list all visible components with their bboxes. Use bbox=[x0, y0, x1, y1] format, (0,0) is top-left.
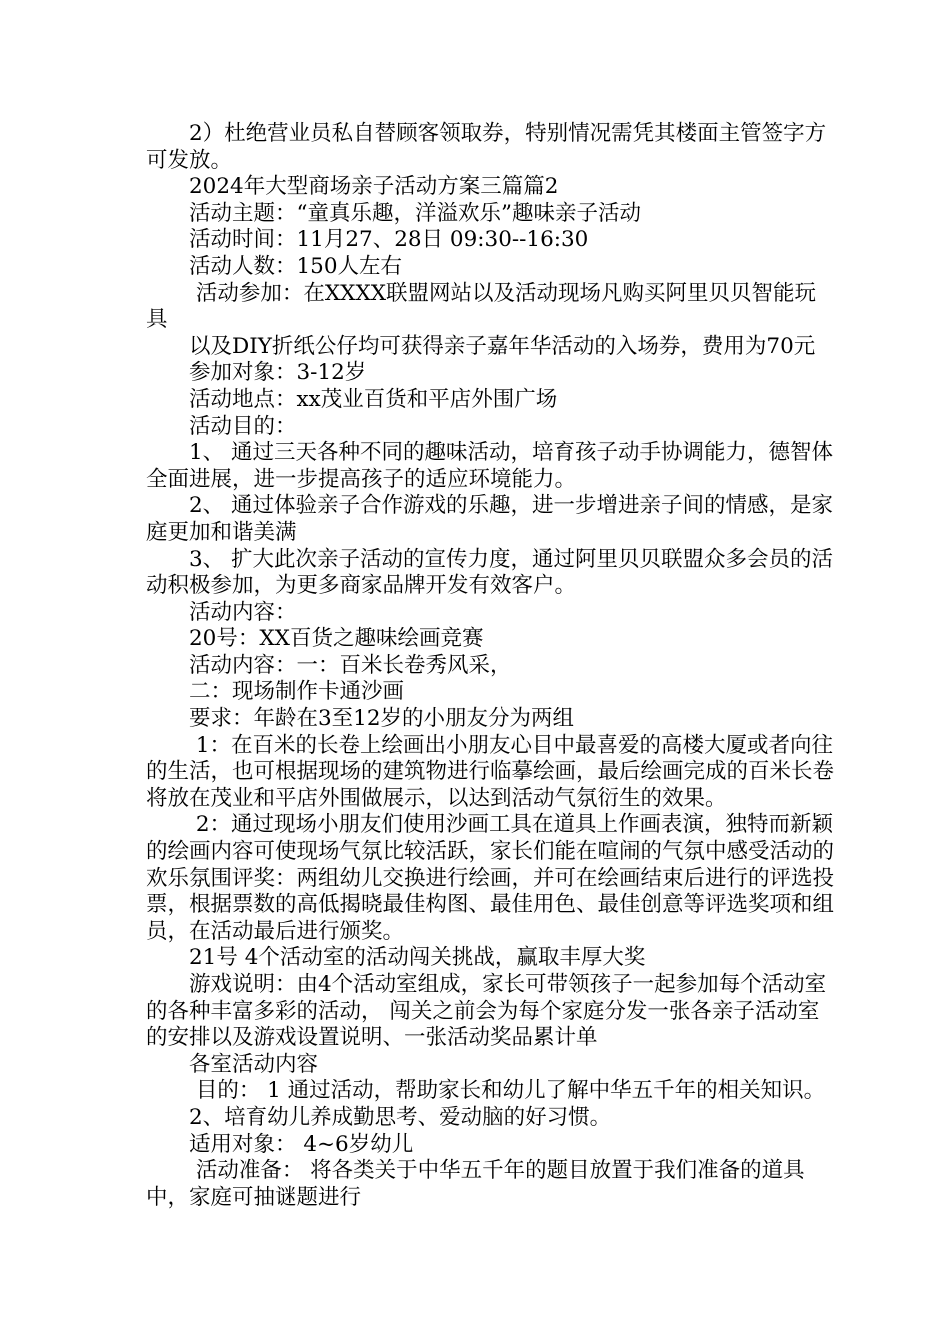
paragraph: 目的： 1 通过活动，帮助家长和幼儿了解中华五千年的相关知识。 bbox=[146, 1078, 826, 1104]
paragraph: 2：通过现场小朋友们使用沙画工具在道具上作画表演，独特而新颖的绘画内容可使现场气氛比较活跃，家长们能在喧闹的气氛中感受活动的欢乐氛围评奖：两组幼儿交换进行绘画，并可在绘画结束后进行的评选投票，根据票数的高低揭晓最佳构图、最佳用色、最佳创意等评选奖项和组员，在活动最后进行颁奖。 bbox=[146, 812, 835, 944]
document-body bbox=[146, 121, 836, 1211]
paragraph: 游戏说明：由4个活动室组成，家长可带领孩子一起参加每个活动室的各种丰富多彩的活动， 闯关之前会为每个家庭分发一张各亲子活动室的安排以及游戏设置说明、一张活动奖品累计单 bbox=[146, 972, 827, 1051]
paragraph: 活动内容：一：百米长卷秀风采， bbox=[146, 652, 512, 678]
paragraph: 活动地点：xx茂业百货和平店外围广场 bbox=[146, 386, 558, 412]
paragraph: 活动主题：“童真乐趣，洋溢欢乐”趣味亲子活动 bbox=[146, 200, 641, 226]
paragraph: 活动目的： bbox=[146, 413, 297, 439]
paragraph: 适用对象： 4~6岁幼儿 bbox=[146, 1131, 414, 1157]
paragraph: 活动准备： 将各类关于中华五千年的题目放置于我们准备的道具中，家庭可抽谜题进行 bbox=[146, 1158, 805, 1210]
paragraph: 2）杜绝营业员私自替顾客领取券，特别情况需凭其楼面主管签字方可发放。 bbox=[146, 121, 827, 173]
paragraph: 21号 4个活动室的活动闯关挑战，赢取丰厚大奖 bbox=[146, 945, 646, 971]
paragraph: 活动人数：150人左右 bbox=[146, 253, 403, 279]
paragraph: 以及DIY折纸公仔均可获得亲子嘉年华活动的入场券，费用为70元 bbox=[146, 333, 816, 359]
paragraph: 各室活动内容 bbox=[146, 1051, 319, 1077]
paragraph: 20号：XX百货之趣味绘画竞赛 bbox=[146, 626, 484, 652]
paragraph: 活动时间：11月27、28日 09:30--16:30 bbox=[146, 227, 589, 253]
paragraph: 参加对象：3-12岁 bbox=[146, 360, 367, 386]
paragraph: 1：在百米的长卷上绘画出小朋友心目中最喜爱的高楼大厦或者向往的生活，也可根据现场的建筑物进行临摹绘画，最后绘画完成的百米长卷将放在茂业和平店外围做展示，以达到活动气氛衍生的效果。 bbox=[146, 732, 835, 811]
paragraph: 活动内容： bbox=[146, 599, 297, 625]
paragraph: 3、 扩大此次亲子活动的宣传力度，通过阿里贝贝联盟众多会员的活动积极参加，为更多商家品牌开发有效客户。 bbox=[146, 546, 834, 599]
paragraph: 2、培育幼儿养成勤思考、爱动脑的好习惯。 bbox=[146, 1104, 612, 1130]
paragraph: 二：现场制作卡通沙画 bbox=[146, 679, 405, 705]
paragraph: 2024年大型商场亲子活动方案三篇篇2 bbox=[146, 174, 559, 200]
paragraph: 活动参加：在XXXX联盟网站以及活动现场凡购买阿里贝贝智能玩具 bbox=[146, 280, 817, 333]
paragraph: 2、 通过体验亲子合作游戏的乐趣，进一步增进亲子间的情感，是家庭更加和谐美满 bbox=[146, 493, 834, 545]
paragraph: 1、 通过三天各种不同的趣味活动，培育孩子动手协调能力，德智体全面进展，进一步提高孩子的适应环境能力。 bbox=[146, 440, 834, 492]
paragraph: 要求：年龄在3至12岁的小朋友分为两组 bbox=[146, 706, 575, 732]
